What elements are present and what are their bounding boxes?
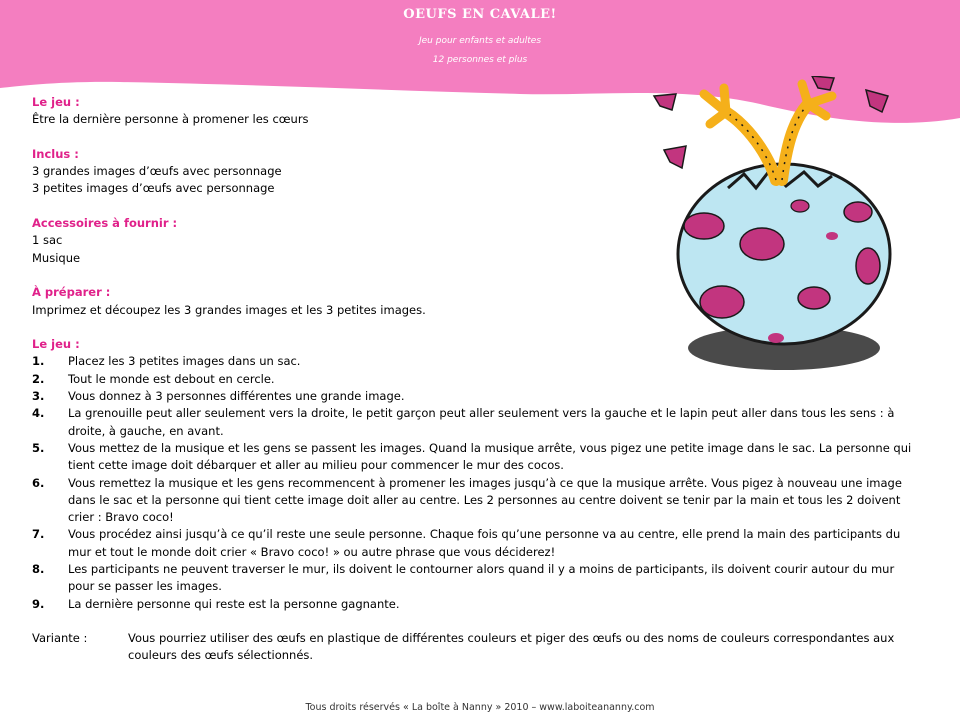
rule-step	[32, 475, 912, 527]
included-item: 3 grandes images d’œufs avec personnage	[32, 164, 282, 179]
rules-heading: Le jeu :	[32, 337, 80, 352]
included-heading: Inclus :	[32, 146, 79, 161]
rule-text: Vous remettez la musique et les gens recommencent à promener les images jusqu’à ce que la musique arrête. Vous pigez à nouveau une image dans le sac et la personne qui tient cette image doit aller au centre. Les 2 personnes au centre doivent se tenir par la main et tous les 2 doivent crier : Bravo coco!	[68, 475, 902, 525]
goal-text: Être la dernière personne à promener les cœurs	[32, 112, 309, 127]
rule-number: 6.	[32, 475, 45, 490]
rule-number: 7.	[32, 527, 45, 542]
rule-text: Vous procédez ainsi jusqu’à ce qu’il reste une seule personne. Chaque fois qu’une personne va au centre, elle prend la main des participants du mur et tout le monde doit crier « Bravo coco! » ou autre phrase que vous déciderez!	[68, 527, 901, 559]
hatching-egg-icon	[636, 76, 954, 376]
accessories-heading: Accessoires à fournir :	[32, 216, 178, 231]
rule-text: La grenouille peut aller seulement vers la droite, le petit garçon peut aller seulement vers la gauche et le lapin peut aller dans tous les sens : à droite, à gauche, en avant.	[68, 406, 895, 438]
rule-step	[32, 388, 912, 405]
accessory-item: 1 sac	[32, 233, 63, 248]
rule-number: 4.	[32, 406, 45, 421]
prepare-text: Imprimez et découpez les 3 grandes images et les 3 petites images.	[32, 302, 426, 317]
page-title: OEUFS EN CAVALE!	[403, 7, 557, 22]
prepare-heading: À préparer :	[32, 285, 111, 300]
page-subtitle-players: 12 personnes et plus	[432, 55, 528, 65]
rule-text: Tout le monde est debout en cercle.	[68, 371, 275, 386]
rule-step	[32, 561, 912, 596]
rule-number: 1.	[32, 354, 45, 369]
page-subtitle-audience: Jeu pour enfants et adultes	[418, 36, 542, 46]
included-item: 3 petites images d’œufs avec personnage	[32, 181, 275, 196]
rule-step	[32, 526, 912, 561]
copyright-footer: Tous droits réservés « La boîte à Nanny » 2010 – www.laboiteananny.com	[305, 702, 655, 713]
rule-number: 3.	[32, 389, 45, 404]
accessory-item: Musique	[32, 250, 81, 265]
rule-step	[32, 405, 912, 440]
rule-number: 9.	[32, 596, 45, 611]
rule-text: Placez les 3 petites images dans un sac.	[68, 354, 301, 369]
rule-step	[32, 596, 912, 613]
rule-number: 5.	[32, 440, 45, 455]
rule-text: Vous donnez à 3 personnes différentes une grande image.	[68, 389, 405, 404]
rule-number: 2.	[32, 371, 45, 386]
variant-block	[32, 630, 912, 665]
rule-number: 8.	[32, 562, 45, 577]
variant-label: Variante :	[32, 630, 88, 645]
variant-text: Vous pourriez utiliser des œufs en plastique de différentes couleurs et piger des œufs ou des noms de couleurs correspondantes aux couleurs des œufs sélectionnés.	[128, 630, 895, 663]
rule-text: Les participants ne peuvent traverser le mur, ils doivent le contourner alors quand il y a moins de participants, ils doivent courir autour du mur pour se passer les images.	[68, 562, 895, 594]
rule-text: Vous mettez de la musique et les gens se passent les images. Quand la musique arrête, vous pigez une petite image dans le sac. La personne qui tient cette image doit débarquer et aller au milieu pour commencer le mur des cocos.	[68, 440, 912, 473]
rule-text: La dernière personne qui reste est la personne gagnante.	[68, 596, 400, 611]
rule-step	[32, 440, 912, 475]
goal-heading: Le jeu :	[32, 95, 80, 109]
rules-list	[32, 353, 912, 612]
